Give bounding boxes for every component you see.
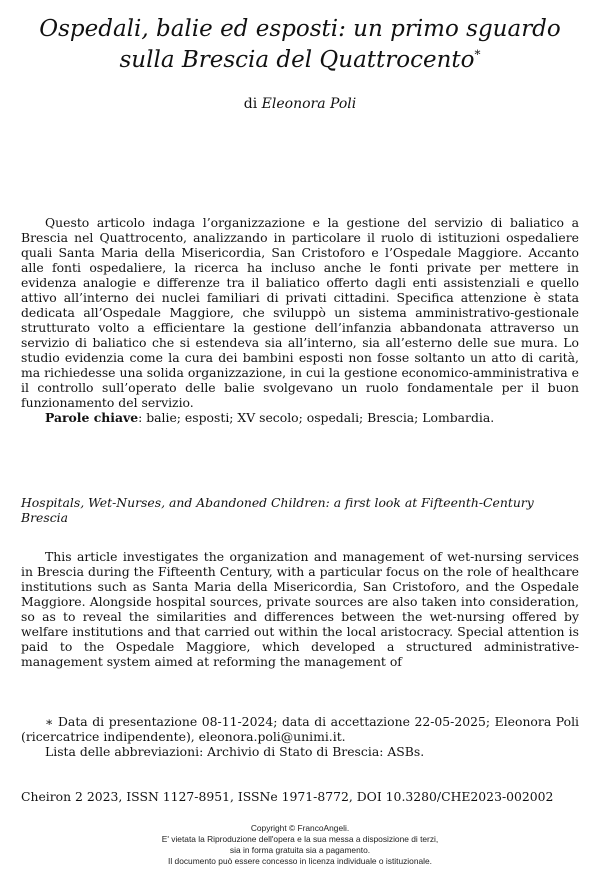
article-title	[0, 14, 600, 76]
keywords-list: : balie; esposti; XV secolo; ospedali; Brescia; Lombardia.	[138, 410, 495, 425]
abstract-italian-body: Questo articolo indaga l’organizzazione e la gestione del servizio di baliatico a Brescia nel Quattrocento, analizzando in particolare il ruolo di istituzioni ospedaliere quali Santa Maria della Misericordia, San Cristoforo e l’Ospedale Maggiore. Accanto alle fonti ospedaliere, la ricerca ha incluso anche le fonti private per mettere in evidenza analogie e differenze tra il baliatico offerto dagli enti assistenziali e quello attivo all’interno dei nuclei familiari di privati cittadini. Specifica attenzione è stata dedicata all’Ospedale Maggiore, che sviluppò un sistema amministrativo-gestionale strutturato volto a efficientare la gestione dell’infanzia abbandonata attraverso un servizio di baliatico che si estendeva sia all’interno, sia all’esterno delle sue mura. Lo studio evidenzia come la cura dei bambini esposti non fosse soltanto un atto di carità, ma richiedesse una solida organizzazione, in cui la gestione economico-amministrativa e il controllo sull’operato delle balie svolgevano un ruolo fondamentale per il buon funzionamento del servizio.	[21, 215, 579, 410]
author-byline	[0, 96, 600, 112]
copyright-line-3: sia in forma gratuita sia a pagamento.	[229, 845, 371, 855]
abstract-english	[21, 549, 579, 669]
footnote-dates: ∗ Data di presentazione 08-11-2024; data di accettazione 22-05-2025; Eleonora Poli (ricercatrice indipendente), eleonora.poli@unimi.it.	[21, 714, 579, 744]
footnote	[21, 714, 579, 759]
abstract-english-body: This article investigates the organization and management of wet-nursing services in Brescia during the Fifteenth Century, with a particular focus on the role of healthcare institutions such as Santa Maria della Misericordia, San Cristoforo, and the Ospedale Maggiore. Alongside hospital sources, private sources are also taken into consideration, so as to reveal the similarities and differences between the wet-nursing offered by welfare institutions and that carried out within the local aristocracy. Special attention is paid to the Ospedale Maggiore, which developed a structured administrative-management system aimed at reforming the management of	[21, 549, 579, 669]
copyright-line-4: Il documento può essere concesso in licenza individuale o istituzionale.	[168, 856, 432, 866]
footnote-marker[interactable]: *	[474, 47, 481, 62]
keywords-label: Parole chiave	[45, 410, 139, 425]
footnote-abbreviations: Lista delle abbreviazioni: Archivio di Stato di Brescia: ASBs.	[45, 744, 425, 759]
title-line-1: Ospedali, balie ed esposti: un primo sguardo	[39, 16, 561, 42]
copyright-notice	[0, 823, 600, 867]
journal-citation: Cheiron 2 2023, ISSN 1127-8951, ISSNe 1971-8772, DOI 10.3280/CHE2023-002002	[21, 789, 554, 804]
author-name: Eleonora Poli	[261, 96, 357, 112]
copyright-line-2: E' vietata la Riproduzione dell'opera e la sua messa a disposizione di terzi,	[161, 834, 439, 844]
english-title: Hospitals, Wet-Nurses, and Abandoned Children: a first look at Fifteenth-Century Brescia	[21, 495, 534, 525]
title-line-2-text: sulla Brescia del Quattrocento	[119, 47, 475, 73]
title-line-2	[0, 45, 600, 76]
author-prefix: di	[243, 96, 258, 112]
keywords-line	[21, 410, 579, 425]
abstract-italian	[21, 215, 579, 425]
copyright-line-1: Copyright © FrancoAngeli.	[250, 823, 350, 833]
